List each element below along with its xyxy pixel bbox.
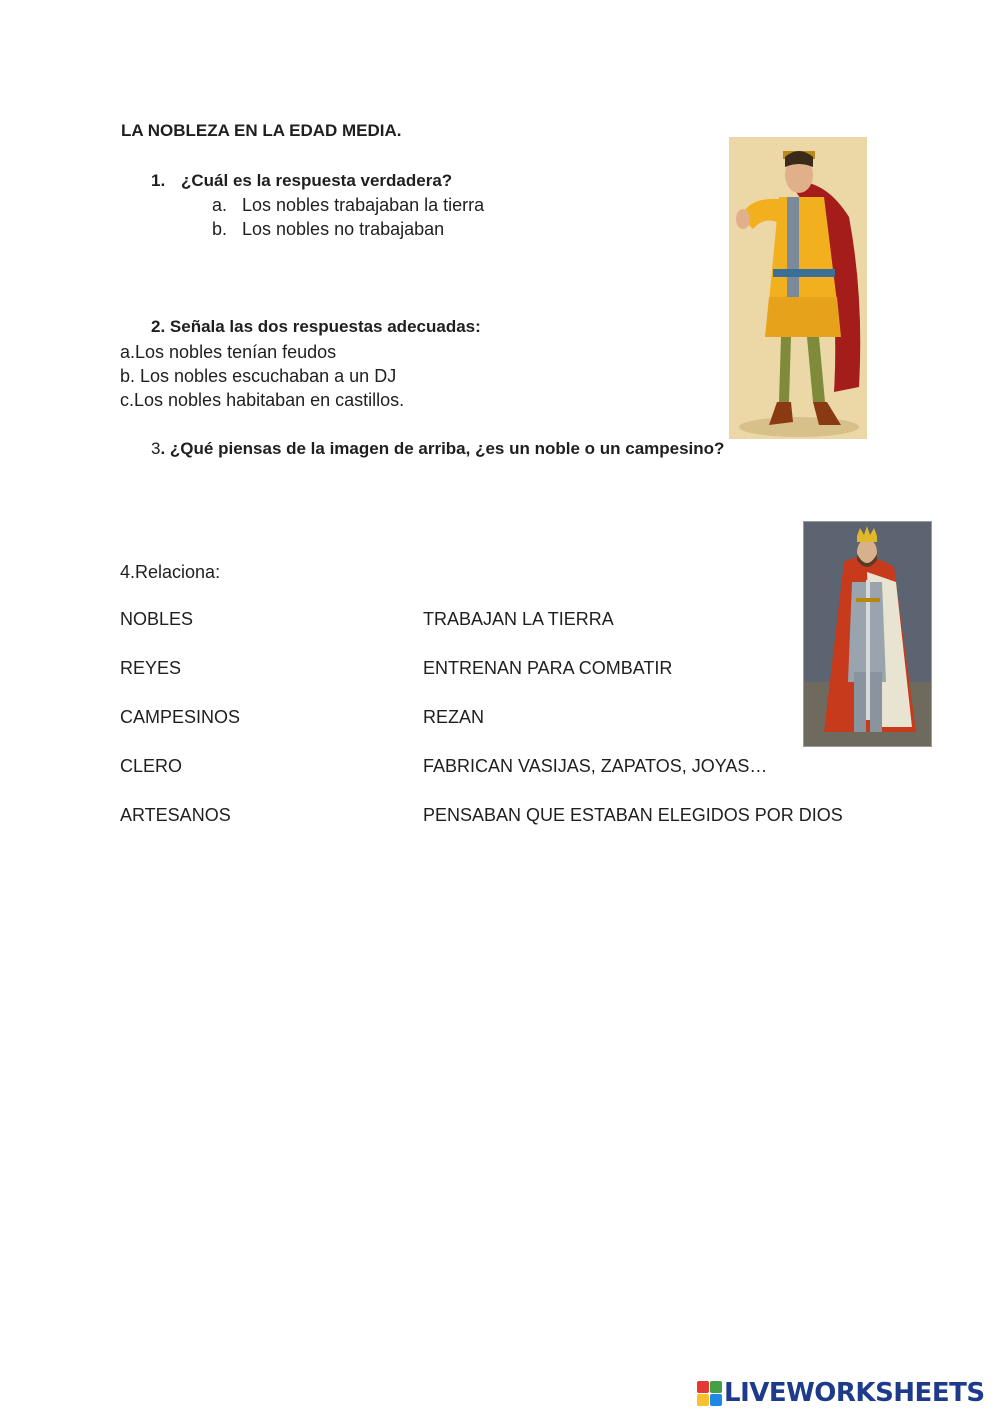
relate-left-item[interactable]: CLERO xyxy=(120,756,183,776)
relate-left-item[interactable]: ARTESANOS xyxy=(120,805,231,825)
relate-left-item[interactable]: REYES xyxy=(120,658,182,678)
q1-option-letter: a. xyxy=(212,195,228,215)
relate-right-item[interactable]: REZAN xyxy=(423,707,485,727)
question-1-text: ¿Cuál es la respuesta verdadera? xyxy=(181,171,453,190)
relate-left-item[interactable]: CAMPESINOS xyxy=(120,707,241,727)
question-3 xyxy=(151,439,724,459)
q1-option-text: Los nobles trabajaban la tierra xyxy=(242,195,485,215)
logo-square-icon xyxy=(697,1394,709,1406)
worksheet-title: LA NOBLEZA EN LA EDAD MEDIA. xyxy=(121,121,402,140)
relate-right-item[interactable]: FABRICAN VASIJAS, ZAPATOS, JOYAS… xyxy=(423,756,768,776)
question-3-text: . ¿Qué piensas de la imagen de arriba, ¿es un noble o un campesino? xyxy=(160,439,725,458)
q2-option: b. Los nobles escuchaban a un DJ xyxy=(120,366,397,386)
question-2-text: 2. Señala las dos respuestas adecuadas: xyxy=(151,317,481,336)
liveworksheets-logo-text: LIVEWORKSHEETS xyxy=(724,1378,985,1408)
q2-option: a.Los nobles tenían feudos xyxy=(120,342,337,362)
relate-right-item[interactable]: PENSABAN QUE ESTABAN ELEGIDOS POR DIOS xyxy=(423,805,843,825)
relate-left-item[interactable]: NOBLES xyxy=(120,609,194,629)
q1-option-text: Los nobles no trabajaban xyxy=(242,219,445,239)
medieval-king-portrait xyxy=(803,521,932,747)
q1-option-letter: b. xyxy=(212,219,228,239)
relate-right-item[interactable]: ENTRENAN PARA COMBATIR xyxy=(423,658,673,678)
medieval-noble-illustration xyxy=(729,137,867,439)
logo-square-icon xyxy=(697,1381,709,1393)
logo-square-icon xyxy=(710,1394,722,1406)
liveworksheets-logo xyxy=(697,1377,985,1409)
question-4-heading: 4.Relaciona: xyxy=(120,562,221,582)
question-3-number: 3 xyxy=(151,439,161,458)
relate-right-item[interactable]: TRABAJAN LA TIERRA xyxy=(423,609,614,629)
question-1-number: 1. xyxy=(151,171,166,190)
liveworksheets-logo-icon xyxy=(697,1381,722,1406)
logo-square-icon xyxy=(710,1381,722,1393)
q2-option: c.Los nobles habitaban en castillos. xyxy=(120,390,405,410)
